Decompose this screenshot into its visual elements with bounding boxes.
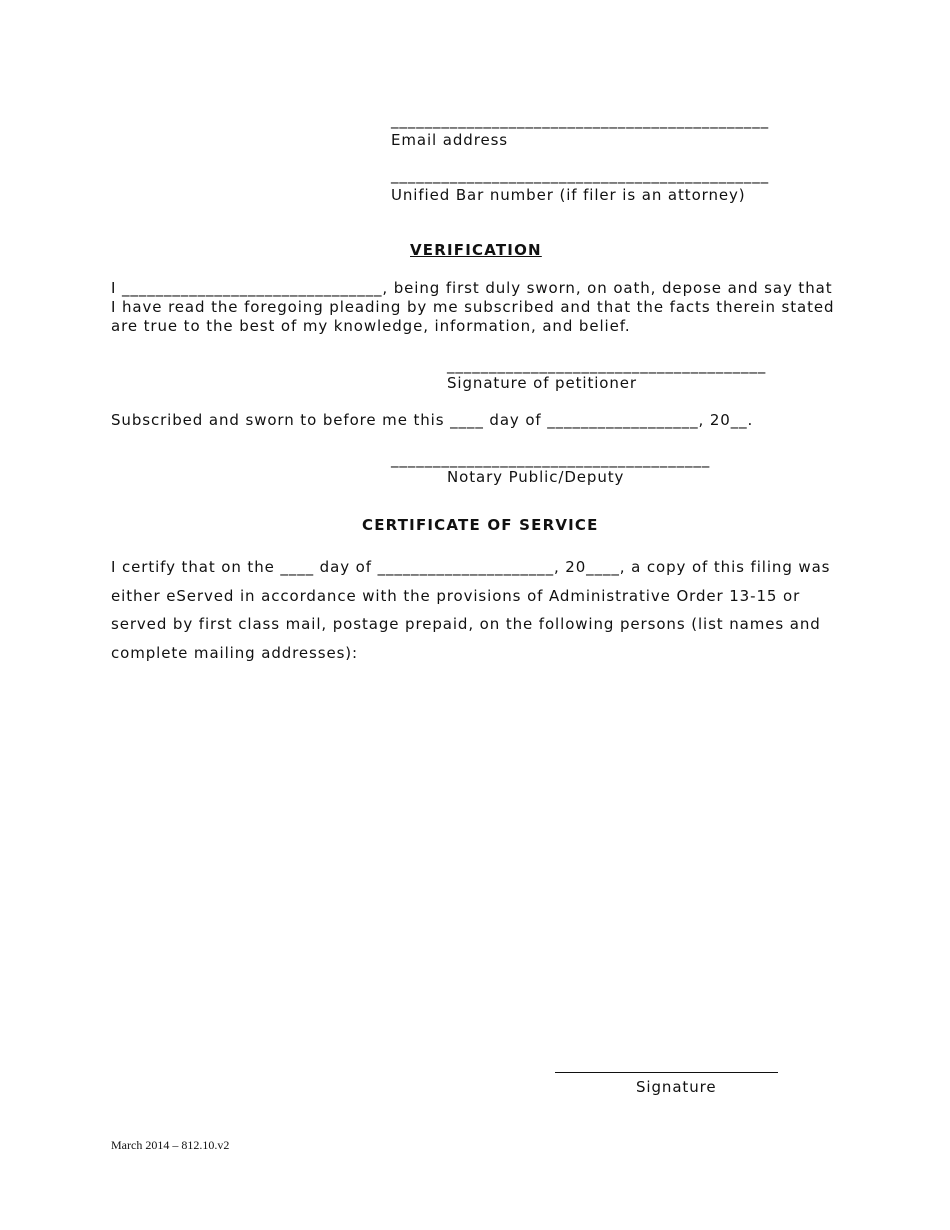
form-identifier: March 2014 – 812.10.v2 — [111, 1138, 230, 1152]
bar-number-blank[interactable]: _____________________________________________ — [391, 166, 769, 184]
certificate-paragraph: I certify that on the ____ day of _____________________, 20____, a copy of this filing was either eServed in accordance with the provisions of Administrative Order 13-15 or served by first class mail, postage prepaid, on the following persons (list names and complete mailing addresses): — [111, 558, 831, 662]
signature-line[interactable] — [555, 1072, 778, 1073]
sworn-statement: Subscribed and sworn to before me this ____ day of __________________, 20__. — [111, 411, 754, 429]
notary-label: Notary Public/Deputy — [447, 468, 625, 486]
signature-label: Signature — [636, 1078, 717, 1096]
email-label: Email address — [391, 131, 509, 149]
petitioner-signature-label: Signature of petitioner — [447, 374, 637, 392]
notary-signature-blank[interactable]: ______________________________________ — [391, 450, 711, 468]
certificate-title: CERTIFICATE OF SERVICE — [362, 516, 599, 534]
verification-title: VERIFICATION — [410, 241, 542, 259]
email-blank[interactable]: _____________________________________________ — [391, 111, 769, 129]
verification-paragraph: I _______________________________, being first duly sworn, on oath, depose and say that I have read the foregoing pleading by me subscribed and that the facts therein stated are true to the best of my knowledge, information, and belief. — [111, 279, 835, 335]
bar-number-label: Unified Bar number (if filer is an attorney) — [391, 186, 746, 204]
petitioner-signature-blank[interactable]: ______________________________________ — [447, 356, 767, 374]
